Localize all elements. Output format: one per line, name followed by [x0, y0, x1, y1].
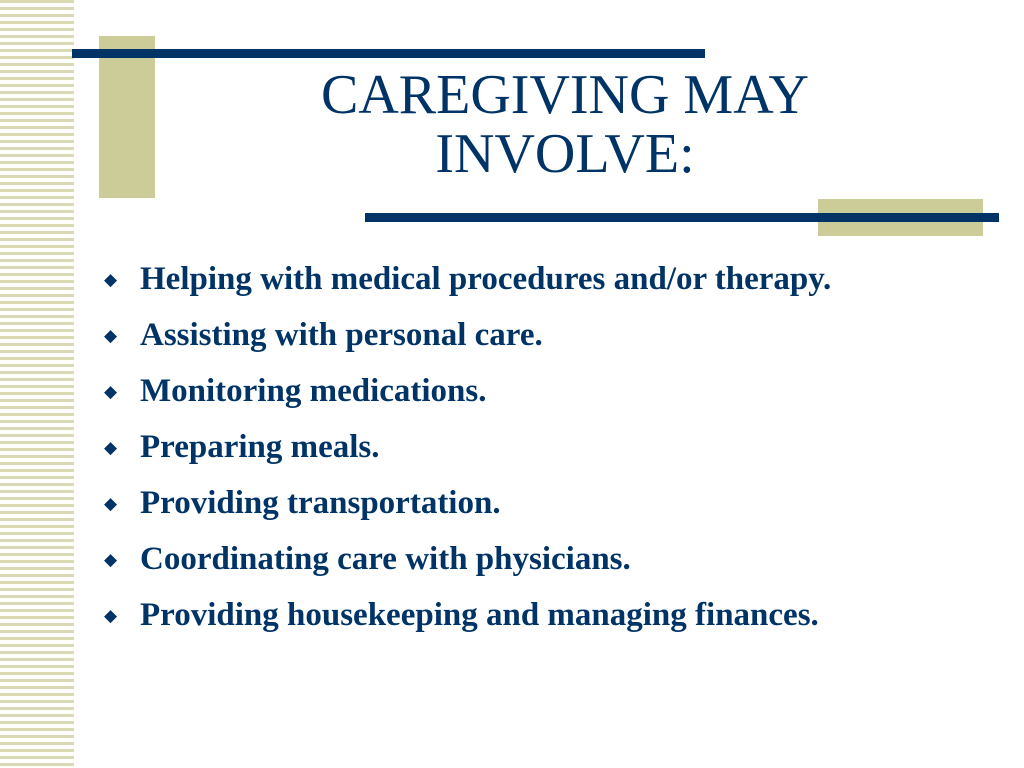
- title-rule-bottom: [365, 213, 999, 222]
- list-item: [104, 258, 1004, 301]
- diamond-bullet-icon: ◆: [104, 326, 118, 345]
- slide-title-line-1: CAREGIVING MAY: [321, 64, 809, 126]
- diamond-bullet-icon: ◆: [104, 494, 118, 513]
- slide-title: [230, 66, 900, 184]
- bullet-text: Helping with medical procedures and/or therapy.: [140, 261, 832, 297]
- bullet-list: [104, 258, 1004, 650]
- slide-title-line-2: INVOLVE:: [435, 123, 695, 185]
- bullet-text: Preparing meals.: [140, 429, 380, 465]
- list-item: [104, 426, 1004, 469]
- bullet-text: Assisting with personal care.: [140, 317, 543, 353]
- bullet-text: Coordinating care with physicians.: [140, 541, 631, 577]
- list-item: [104, 538, 1004, 581]
- bullet-text: Providing housekeeping and managing finances.: [140, 597, 819, 633]
- diamond-bullet-icon: ◆: [104, 382, 118, 401]
- decorative-stripes: [0, 0, 74, 768]
- diamond-bullet-icon: ◆: [104, 270, 118, 289]
- list-item: [104, 314, 1004, 357]
- list-item: [104, 370, 1004, 413]
- list-item: [104, 482, 1004, 525]
- bullet-text: Monitoring medications.: [140, 373, 487, 409]
- accent-block-left: [99, 36, 155, 198]
- diamond-bullet-icon: ◆: [104, 438, 118, 457]
- diamond-bullet-icon: ◆: [104, 550, 118, 569]
- diamond-bullet-icon: ◆: [104, 606, 118, 625]
- title-rule-top: [72, 49, 705, 58]
- list-item: [104, 594, 1004, 637]
- bullet-text: Providing transportation.: [140, 485, 501, 521]
